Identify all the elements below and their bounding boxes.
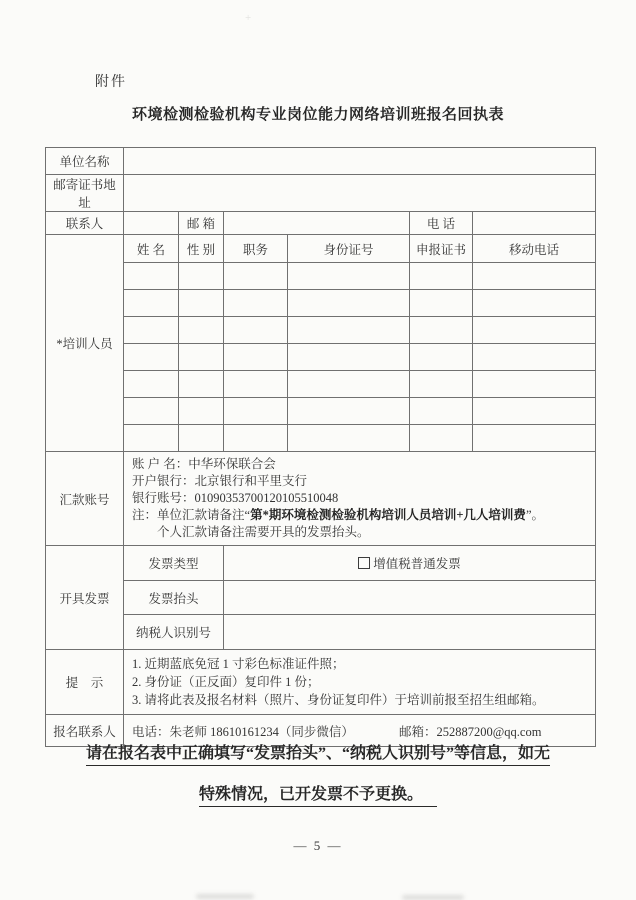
col-header-position: 职务: [224, 235, 288, 263]
empty-cell: [124, 425, 179, 452]
empty-cell: [224, 317, 288, 344]
empty-cell: [288, 290, 410, 317]
empty-cell: [179, 317, 224, 344]
registration-form-table: [45, 147, 596, 747]
remittance-note-line: [132, 507, 587, 524]
tip-line-3: 3. 请将此表及报名材料（照片、身份证复印件）于培训前报至招生组邮箱。: [132, 693, 545, 707]
empty-cell: [179, 425, 224, 452]
empty-cell: [288, 425, 410, 452]
contact-value-cell: [124, 212, 179, 235]
empty-cell: [473, 290, 596, 317]
empty-cell: [410, 344, 473, 371]
unit-name-label: 单位名称: [46, 148, 124, 175]
mail-address-row: [46, 175, 596, 212]
notice-line-2: [0, 781, 636, 804]
empty-cell: [224, 344, 288, 371]
personnel-empty-row: [46, 398, 596, 425]
notice-line-2-text: 特殊情况，已开发票不予更换。: [199, 786, 437, 807]
note-prefix: 注：单位汇款请备注“: [132, 508, 251, 522]
account-number-line: 银行账号：01090353700120105510048: [132, 491, 339, 505]
scan-smudge: [402, 895, 464, 900]
phone-value-cell: [473, 212, 596, 235]
email-value-cell: [224, 212, 410, 235]
empty-cell: [410, 425, 473, 452]
tip-line-1: 1. 近期蓝底免冠 1 寸彩色标准证件照；: [132, 657, 345, 671]
invoice-type-value-cell: [224, 546, 596, 581]
registration-contact-label: 报名联系人: [46, 715, 124, 747]
empty-cell: [124, 263, 179, 290]
vat-invoice-checkbox-icon: [358, 557, 370, 569]
personnel-header-row: [46, 235, 596, 263]
empty-cell: [179, 290, 224, 317]
mail-address-label: 邮寄证书地址: [46, 175, 124, 212]
invoice-type-label: 发票类型: [124, 546, 224, 581]
note-suffix: ”。: [525, 508, 544, 522]
page-number: — 5 —: [293, 838, 343, 853]
remittance-row: [46, 452, 596, 546]
empty-cell: [224, 290, 288, 317]
contact-row: [46, 212, 596, 235]
empty-cell: [410, 263, 473, 290]
invoice-label: 开具发票: [46, 546, 124, 650]
attachment-label: 附件: [95, 75, 127, 90]
registration-contact-phone: 电话：朱老师 18610161234（同步微信）: [132, 724, 354, 739]
empty-cell: [124, 371, 179, 398]
invoice-title-label: 发票抬头: [124, 581, 224, 615]
empty-cell: [224, 371, 288, 398]
col-header-name: 姓 名: [124, 235, 179, 263]
personnel-empty-row: [46, 317, 596, 344]
empty-cell: [410, 398, 473, 425]
empty-cell: [288, 371, 410, 398]
personnel-empty-row: [46, 344, 596, 371]
empty-cell: [410, 317, 473, 344]
unit-name-value-cell: [124, 148, 596, 175]
empty-cell: [473, 317, 596, 344]
notice-line-1: [0, 740, 636, 763]
empty-cell: [288, 344, 410, 371]
taxpayer-id-value-cell: [224, 615, 596, 650]
taxpayer-id-label: 纳税人识别号: [124, 615, 224, 650]
taxpayer-id-row: [46, 615, 596, 650]
empty-cell: [473, 425, 596, 452]
empty-cell: [224, 425, 288, 452]
personnel-empty-row: [46, 425, 596, 452]
notice-line-1-text: 请在报名表中正确填写“发票抬头”、“纳税人识别号”等信息，如无: [86, 745, 550, 766]
invoice-type-value: 增值税普通发票: [373, 557, 461, 571]
registration-contact-email: 邮箱：252887200@qq.com: [399, 724, 542, 739]
empty-cell: [124, 290, 179, 317]
mail-address-value-cell: [124, 175, 596, 212]
empty-cell: [473, 398, 596, 425]
empty-cell: [179, 398, 224, 425]
tips-cell: [124, 650, 596, 715]
contact-label: 联系人: [46, 212, 124, 235]
empty-cell: [124, 344, 179, 371]
invoice-title-row: [46, 581, 596, 615]
remittance-label: 汇款账号: [46, 452, 124, 546]
note-bold-text: 第*期环境检测检验机构培训人员培训+几人培训费: [250, 508, 526, 522]
empty-cell: [473, 344, 596, 371]
invoice-title-value-cell: [224, 581, 596, 615]
empty-cell: [410, 290, 473, 317]
empty-cell: [473, 371, 596, 398]
personnel-empty-row: [46, 263, 596, 290]
bank-line: 开户银行：北京银行和平里支行: [132, 474, 308, 488]
tips-label: 提 示: [46, 650, 124, 715]
empty-cell: [288, 398, 410, 425]
empty-cell: [179, 371, 224, 398]
personnel-empty-row: [46, 290, 596, 317]
unit-name-row: [46, 148, 596, 175]
email-label: 邮 箱: [179, 212, 224, 235]
empty-cell: [288, 317, 410, 344]
empty-cell: [179, 263, 224, 290]
empty-cell: [124, 398, 179, 425]
col-header-id-number: 身份证号: [288, 235, 410, 263]
empty-cell: [124, 317, 179, 344]
empty-cell: [288, 263, 410, 290]
form-title: 环境检测检验机构专业岗位能力网络培训班报名回执表: [131, 107, 504, 123]
empty-cell: [224, 263, 288, 290]
personnel-empty-row: [46, 371, 596, 398]
account-name-line: 账 户 名：中华环保联合会: [132, 457, 276, 471]
trainees-label: *培训人员: [46, 235, 124, 452]
empty-cell: [473, 263, 596, 290]
col-header-mobile: 移动电话: [473, 235, 596, 263]
remittance-note-line-2: 个人汇款请备注需要开具的发票抬头。: [157, 525, 370, 539]
invoice-type-row: [46, 546, 596, 581]
tips-row: [46, 650, 596, 715]
tip-line-2: 2. 身份证（正反面）复印件 1 份；: [132, 675, 320, 689]
col-header-gender: 性 别: [179, 235, 224, 263]
empty-cell: [224, 398, 288, 425]
col-header-certificate: 申报证书: [410, 235, 473, 263]
empty-cell: [410, 371, 473, 398]
remittance-details-cell: [124, 452, 596, 546]
phone-label: 电 话: [410, 212, 473, 235]
empty-cell: [179, 344, 224, 371]
fold-mark: +: [245, 12, 252, 24]
scan-smudge: [196, 894, 254, 899]
